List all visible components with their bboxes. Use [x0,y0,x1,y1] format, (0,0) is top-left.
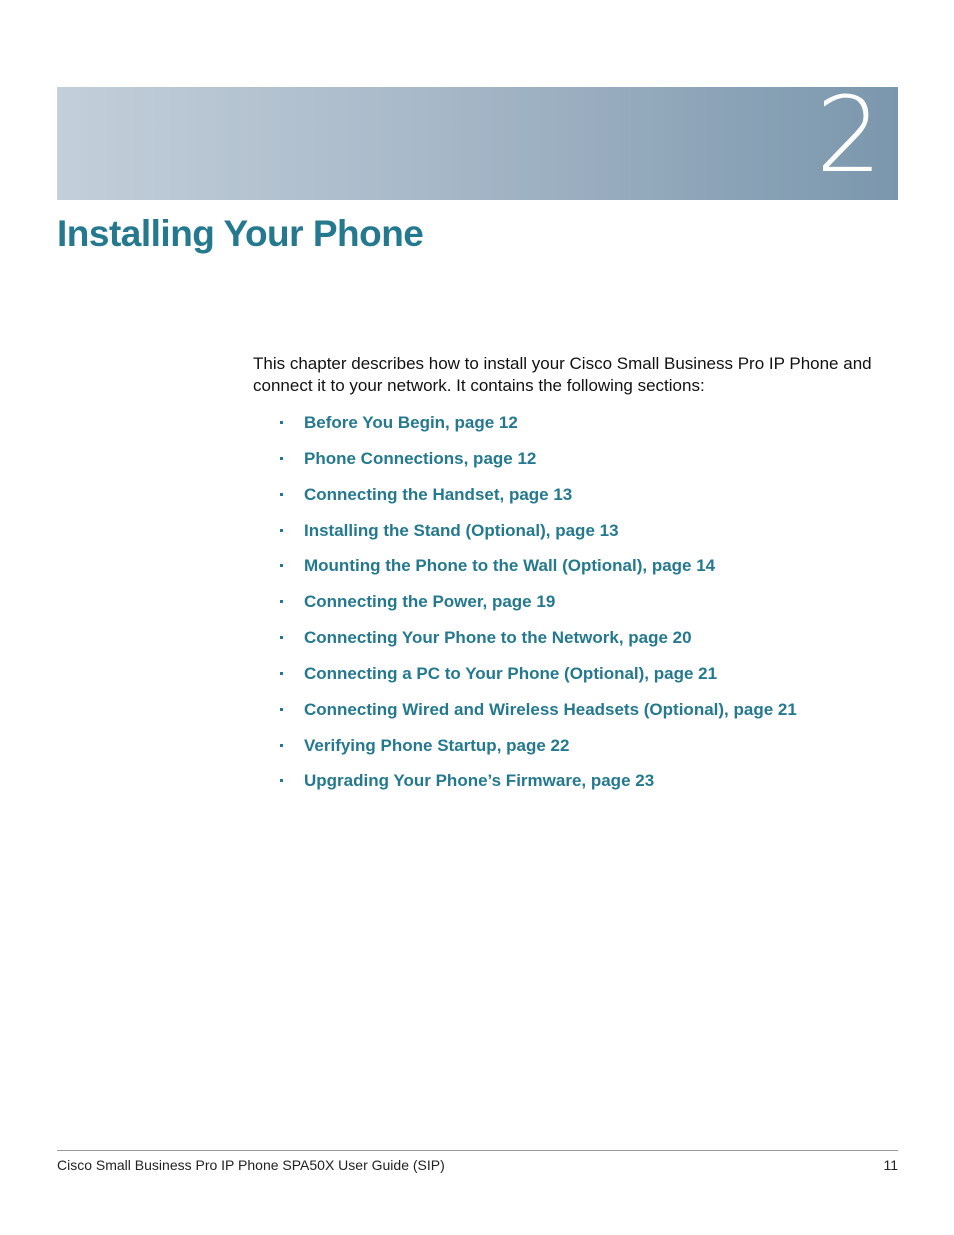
section-item [253,698,797,734]
bullet-icon [280,744,283,747]
section-item [253,769,797,805]
section-link-upgrading-firmware[interactable]: Upgrading Your Phone’s Firmware, page 23 [304,771,655,791]
section-item [253,590,797,626]
intro-paragraph: This chapter describes how to install your Cisco Small Business Pro IP Phone and connect it to your network. It contains the following sections: [253,354,872,395]
section-list [253,411,797,805]
section-item [253,519,797,555]
section-link-connecting-headsets[interactable]: Connecting Wired and Wireless Headsets (Optional), page 21 [304,699,797,719]
footer-title: Cisco Small Business Pro IP Phone SPA50X User Guide (SIP) [57,1157,445,1173]
bullet-icon [280,529,283,532]
bullet-icon [280,600,283,603]
chapter-number: 2 [815,74,880,196]
bullet-icon [280,708,283,711]
chapter-banner [57,74,898,200]
section-item [253,411,797,447]
section-item [253,662,797,698]
bullet-icon [280,672,283,675]
section-link-mounting-wall[interactable]: Mounting the Phone to the Wall (Optional), page 14 [304,556,716,576]
section-link-phone-connections[interactable]: Phone Connections, page 12 [304,448,537,468]
section-item [253,447,797,483]
section-item [253,554,797,590]
section-link-installing-stand[interactable]: Installing the Stand (Optional), page 13 [304,520,619,540]
section-item [253,734,797,770]
bullet-icon [280,493,283,496]
section-link-connecting-pc[interactable]: Connecting a PC to Your Phone (Optional), page 21 [304,663,718,683]
section-link-before-you-begin[interactable]: Before You Begin, page 12 [304,413,518,432]
section-link-connecting-power[interactable]: Connecting the Power, page 19 [304,592,556,612]
bullet-icon [280,779,283,782]
page-number: 11 [883,1157,898,1173]
bullet-icon [280,636,283,639]
section-link-verifying-startup[interactable]: Verifying Phone Startup, page 22 [304,735,570,755]
section-item [253,483,797,519]
footer-divider [57,1150,898,1151]
section-link-connecting-handset[interactable]: Connecting the Handset, page 13 [304,484,573,504]
section-link-connecting-network[interactable]: Connecting Your Phone to the Network, page 20 [304,628,692,648]
bullet-icon [280,421,283,424]
bullet-icon [280,564,283,567]
bullet-icon [280,457,283,460]
section-item [253,626,797,662]
chapter-title: Installing Your Phone [57,213,424,254]
